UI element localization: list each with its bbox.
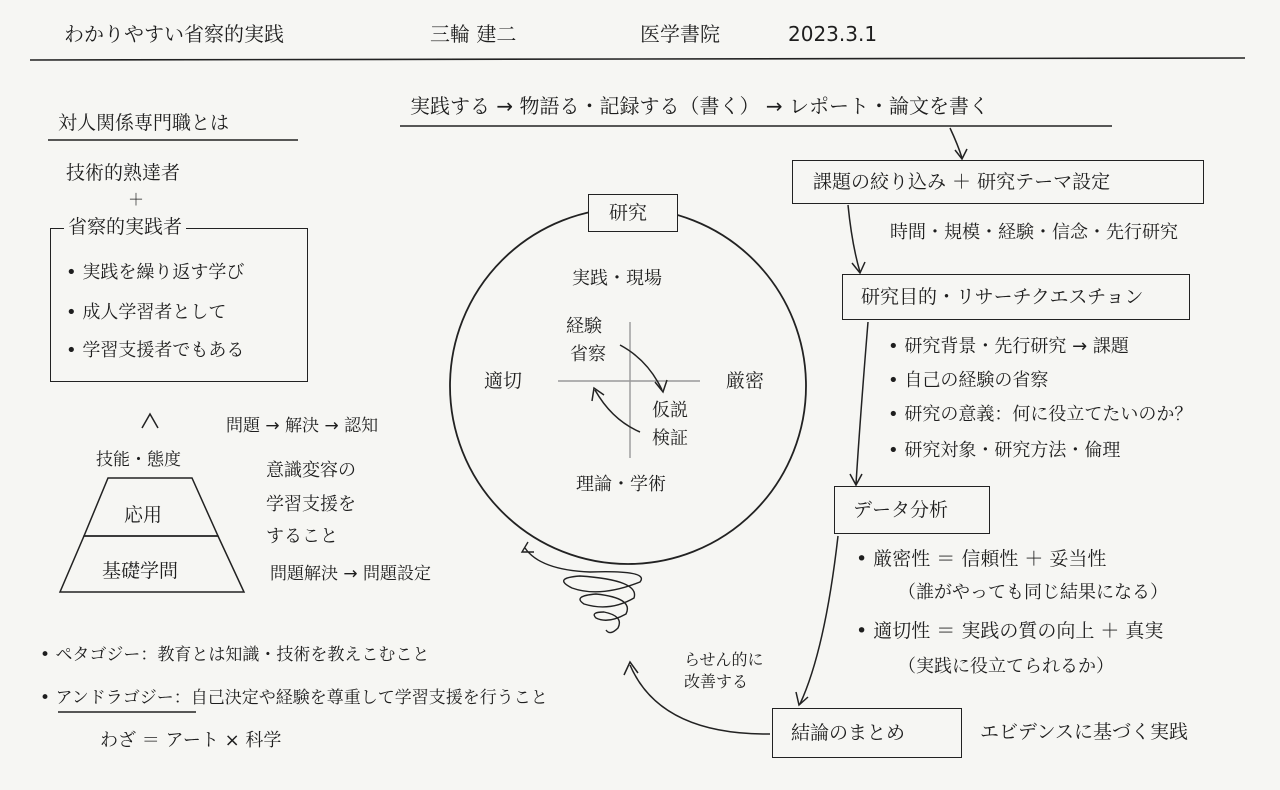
step3-box — [834, 486, 990, 534]
side-note-3: 問題解決 → 問題設定 — [270, 564, 432, 584]
research-box — [588, 194, 678, 232]
reflective-item: • 実践を繰り返す学び — [66, 262, 244, 284]
expert-label: 技術的熟達者 — [66, 162, 181, 184]
step4-box — [772, 708, 962, 758]
side-note-1: 問題 → 解決 → 認知 — [226, 416, 379, 436]
author: 三輪 建二 — [430, 22, 517, 46]
hypothesis-line: 検証 — [652, 428, 688, 449]
pyramid-top: 技能・態度 — [96, 450, 181, 470]
step4-label: 結論のまとめ — [791, 722, 906, 744]
reflective-item: • 成人学習者として — [66, 302, 226, 324]
spiral-note: 改善する — [684, 672, 749, 691]
step1-label: 課題の絞り込み ＋ 研究テーマ設定 — [813, 171, 1111, 193]
step1-note: 時間・規模・経験・信念・先行研究 — [890, 222, 1178, 243]
step3-label: データ分析 — [853, 499, 949, 521]
reflective-item: • 学習支援者でもある — [66, 340, 244, 362]
experience-line: 経験 — [566, 316, 602, 337]
research-label: 研究 — [609, 202, 648, 224]
pedagogy-note: • ペタゴジー：教育とは知識・技術を教えこむこと — [40, 645, 429, 665]
date: 2023.3.1 — [788, 22, 878, 46]
plus-sign: ＋ — [128, 190, 145, 209]
left-heading: 対人関係専門職とは — [58, 112, 230, 134]
step2-item: • 研究の意義：何に役立てたいのか？ — [888, 404, 1192, 426]
andragogy-note: • アンドラゴジー：自己決定や経験を尊重して学習支援を行うこと — [40, 688, 548, 708]
step3-item: • 厳密性 ＝ 信頼性 ＋ 妥当性 — [856, 548, 1106, 571]
step2-item: • 自己の経験の省察 — [888, 370, 1048, 392]
side-note-2: 意識変容の — [266, 460, 356, 481]
side-note-2: 学習支援を — [266, 494, 356, 515]
waza-note: わざ ＝ アート × 科学 — [100, 730, 282, 751]
circle-top: 実践・現場 — [572, 268, 662, 289]
step4-note: エビデンスに基づく実践 — [980, 721, 1189, 743]
step3-item: （実践に役立てられるか） — [898, 656, 1114, 677]
pyramid-middle: 応用 — [124, 504, 163, 526]
andragogy-desc: ：自己決定や経験を尊重して学習支援を行うこと — [173, 688, 548, 708]
step2-item: • 研究背景・先行研究 → 課題 — [888, 336, 1129, 358]
circle-right: 厳密 — [726, 370, 765, 392]
spiral-note: らせん的に — [684, 650, 764, 669]
side-note-2: すること — [266, 526, 338, 547]
pyramid-base: 基礎学問 — [102, 560, 179, 582]
step1-box — [792, 160, 1204, 204]
step2-item: • 研究対象・研究方法・倫理 — [888, 440, 1120, 462]
step2-box — [842, 274, 1190, 320]
andragogy-term: アンドラゴジー — [55, 688, 174, 708]
reflective-label: 省察的実践者 — [64, 216, 186, 239]
circle-bottom: 理論・学術 — [576, 474, 666, 495]
experience-line: 省察 — [570, 344, 606, 365]
hypothesis-line: 仮説 — [652, 400, 688, 421]
step3-item: • 適切性 ＝ 実践の質の向上 ＋ 真実 — [856, 620, 1163, 643]
book-title: わかりやすい省察的実践 — [64, 22, 284, 46]
step2-label: 研究目的・リサーチクエスチョン — [861, 286, 1144, 308]
step3-item: （誰がやっても同じ結果になる） — [898, 582, 1168, 603]
circle-left: 適切 — [484, 370, 523, 392]
flow-top: 実践する → 物語る・記録する（書く） → レポート・論文を書く — [410, 94, 989, 118]
publisher: 医学書院 — [640, 22, 720, 46]
